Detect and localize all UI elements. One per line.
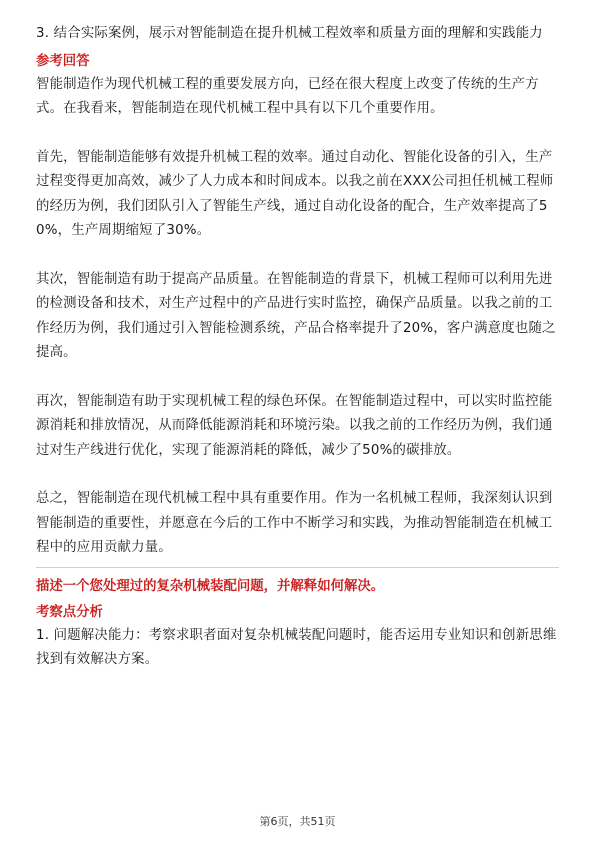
document-page [36,22,559,673]
answer-paragraph-4: 再次，智能制造有助于实现机械工程的绿色环保。在智能制造过程中，可以实时监控能源消耗和排放情况，从而降低能源消耗和环境污染。以我之前的工作经历为例，我们通过对生产线进行优化，实现了能源消耗的降低，减少了50%的碳排放。 [36,393,553,458]
answer-paragraph-5: 总之，智能制造在现代机械工程中具有重要作用。作为一名机械工程师，我深刻认识到智能制造的重要性，并愿意在今后的工作中不断学习和实践，为推动智能制造在机械工程中的应用贡献力量。 [36,491,553,555]
section-divider [36,567,559,568]
page-number-footer: 第6页，共51页 [259,815,336,828]
answer-paragraph-2: 首先，智能制造能够有效提升机械工程的效率。通过自动化、智能化设备的引入，生产过程变得更加高效，减少了人力成本和时间成本。以我之前在XXX公司担任机械工程师的经历为例，我们团队引入了智能生产线，通过自动化设备的配合，生产效率提高了50%，生产周期缩短了30%。 [36,149,554,238]
answer-paragraph-1: 智能制造作为现代机械工程的重要发展方向，已经在很大程度上改变了传统的生产方式。在我看来，智能制造在现代机械工程中具有以下几个重要作用。 [36,76,539,116]
question-3-text: 3. 结合实际案例，展示对智能制造在提升机械工程效率和质量方面的理解和实践能力 [36,26,543,41]
analysis-point-1: 1. 问题解决能力：考察求职者面对复杂机械装配问题时，能否运用专业知识和创新思维找到有效解决方案。 [36,627,557,667]
analysis-heading: 考察点分析 [36,604,103,620]
reference-answer-heading: 参考回答 [36,53,90,69]
answer-paragraph-3: 其次，智能制造有助于提高产品质量。在智能制造的背景下，机械工程师可以利用先进的检测设备和技术，对生产过程中的产品进行实时监控，确保产品质量。以我之前的工作经历为例，我们通过引入智能检测系统，产品合格率提升了20%，客户满意度也随之提高。 [36,271,556,360]
next-question-title: 描述一个您处理过的复杂机械装配问题，并解释如何解决。 [36,578,385,594]
